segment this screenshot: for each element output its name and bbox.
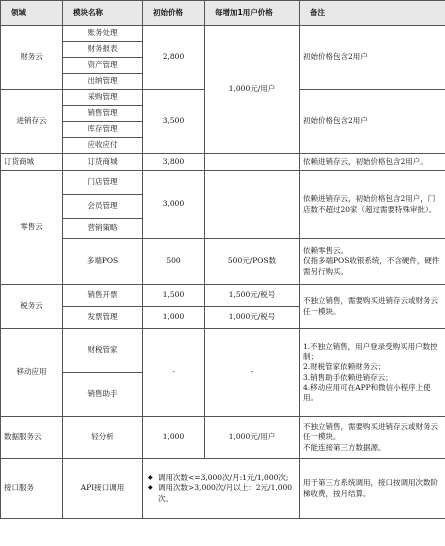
table-row [1,154,445,171]
module-cell: 库存管理 [63,122,143,138]
module-cell: 财务报表 [63,42,143,58]
price-tier-item: ◆ 调用次数<=3,000次/月:1元/1,000次; [158,473,296,483]
module-cell: 采购管理 [63,90,143,106]
header-module: 模块名称 [63,1,143,26]
note-cell: 用于第三方系统调用，接口按调用次数阶梯收费，按月结算。 [300,459,445,519]
price-cell: 1,500 [143,285,205,307]
price-cell: 500 [143,239,205,285]
price-cell: 2,800 [143,26,205,90]
price-tier-item: ◆ 调用次数>3,000次/月以上：2元/1,000次。 [158,483,296,503]
table-row [1,171,445,195]
note-line: 不独立销售，需要购买进销存云或财务云任一模块。 [303,422,438,442]
module-cell: 销售开票 [63,285,143,307]
note-cell [300,239,445,285]
price-cell [143,459,300,519]
note-cell [300,417,445,459]
table-row [1,459,445,519]
note-line: 2.财税管家依赖财务云； [303,362,386,372]
price-cell: 3,500 [143,90,205,154]
price-cell: 3,800 [143,154,205,171]
table-row [1,329,445,373]
module-cell: 财税管家 [63,329,143,373]
domain-cell: 数据服务云 [1,417,63,459]
user-price-cell [205,154,300,171]
module-cell: 出纳管理 [63,74,143,90]
domain-cell: 税务云 [1,285,63,329]
note-cell: 不独立销售，需要购买进销存云或财务云任一模块。 [300,285,445,329]
module-cell: 多端POS [63,239,143,285]
user-price-cell: 500元/POS数 [205,239,300,285]
module-cell: 订货商城 [63,154,143,171]
module-cell: 门店管理 [63,171,143,195]
domain-cell: 财务云 [1,26,63,90]
note-line: 依赖零售云。 [303,246,348,256]
note-cell [300,329,445,417]
note-cell: 初始价格包含2用户 [300,90,445,154]
note-cell: 依赖进销存云，初始价格包含2用户，门店数不超过20家（超过需要特殊审批）。 [300,171,445,239]
module-cell: 发票管理 [63,307,143,329]
module-cell: 销售助手 [63,373,143,417]
user-price-cell: 1,000元/税号 [205,307,300,329]
table-row [1,285,445,307]
note-cell: 依赖进销存云，初始价格包含2用户。 [300,154,445,171]
domain-cell: 零售云 [1,171,63,285]
module-cell: 营销策略 [63,219,143,239]
user-price-cell: 1,500元/税号 [205,285,300,307]
domain-cell: 移动应用 [1,329,63,417]
user-price-cell: 1,000元/用户 [205,26,300,154]
header-user-price: 每增加1用户价格 [205,1,300,26]
domain-cell: 进销存云 [1,90,63,154]
module-cell: 销售管理 [63,106,143,122]
user-price-cell: 1,000元/用户 [205,417,300,459]
domain-cell: 订货商城 [1,154,63,171]
user-price-cell: - [205,329,300,417]
note-line: 3.销售助手依赖进销存云； [303,372,393,382]
price-cell: 1,000 [143,307,205,329]
module-cell: 资产管理 [63,58,143,74]
table-row [1,239,445,285]
note-line: 不能连接第三方数据源。 [303,442,386,452]
note-cell: 初始价格包含2用户 [300,26,445,90]
domain-cell: 接口服务 [1,459,63,519]
user-price-cell [205,171,300,239]
header-note: 备注 [300,1,445,26]
module-cell: 账务处理 [63,26,143,42]
price-cell: - [143,329,205,417]
note-line: 4.移动应用可在APP和微信小程序上使用。 [303,382,431,402]
module-cell: API接口调用 [63,459,143,519]
header-initial-price: 初始价格 [143,1,205,26]
note-line: 仅指多端POS收银系统，不含硬件，硬件需另行购买。 [303,256,440,276]
table-row [1,26,445,42]
table-row [1,417,445,459]
price-tier-list [146,473,296,503]
module-cell: 轻分析 [63,417,143,459]
note-line: 1.不独立销售，用户登录受购买用户数控制； [303,342,438,362]
module-cell: 应收应付 [63,138,143,154]
price-cell: 3,000 [143,171,205,239]
price-cell: 1,000 [143,417,205,459]
header-domain: 领域 [1,1,63,26]
module-cell: 会员管理 [63,195,143,219]
table-header-row [1,1,445,26]
